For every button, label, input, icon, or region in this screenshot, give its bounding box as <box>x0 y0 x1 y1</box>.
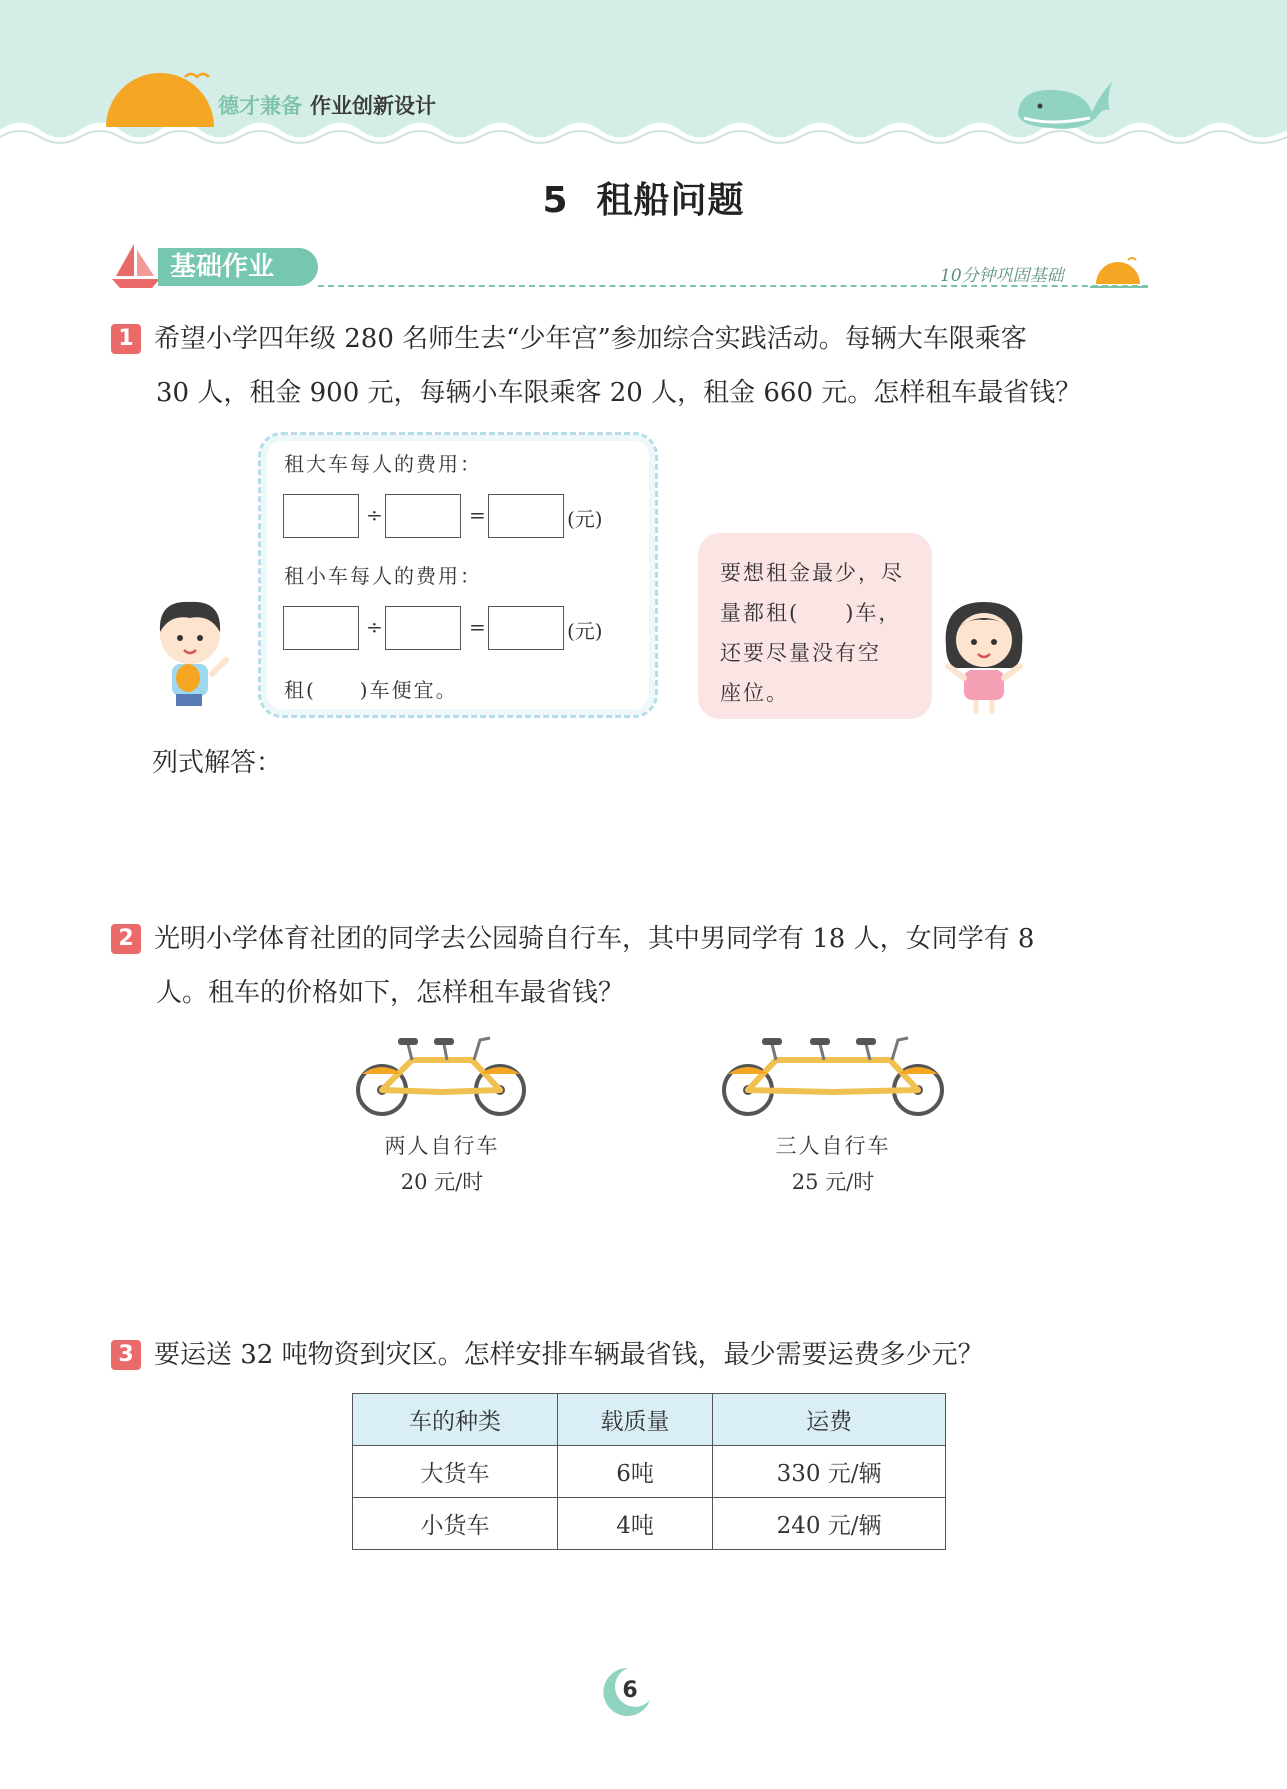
q2-line-2: 人。租车的价格如下，怎样租车最省钱？ <box>156 978 625 1008</box>
tandem-bike-icon <box>352 1030 528 1120</box>
lesson-number: 5 <box>542 180 569 221</box>
hint-line-1: 要想租金最少，尽 <box>720 561 904 585</box>
page-number: 6 <box>622 1678 638 1703</box>
whale-icon <box>1010 74 1120 134</box>
boy-illustration <box>148 594 234 714</box>
small-eq-sign: = <box>469 615 486 639</box>
small-div-sign: ÷ <box>366 615 383 639</box>
small-dividend-box[interactable] <box>283 606 359 650</box>
lesson-title <box>0 172 1287 223</box>
table-header: 载质量 <box>557 1394 712 1446</box>
table-cell: 330 元/辆 <box>713 1446 946 1498</box>
table-cell: 4吨 <box>557 1498 712 1550</box>
sunset-icon <box>1090 254 1150 294</box>
q1-answer-label: 列式解答： <box>152 748 283 778</box>
q2-line-1: 光明小学体育社团的同学去公园骑自行车，其中男同学有 18 人，女同学有 8 <box>154 924 1035 954</box>
lesson-name: 租船问题 <box>596 180 745 221</box>
small-divisor-box[interactable] <box>385 606 461 650</box>
freight-table <box>352 1393 946 1550</box>
big-cost-label: 租大车每人的费用： <box>284 452 482 476</box>
bike-price-1: 20 元/时 <box>400 1170 484 1194</box>
bike-price-2: 25 元/时 <box>791 1170 875 1194</box>
brand-primary: 德才兼备 <box>218 94 302 118</box>
hint-line-2: 量都租( )车， <box>720 601 902 625</box>
hint-bubble <box>698 533 932 719</box>
brand <box>218 90 436 120</box>
table-header-row <box>353 1394 946 1446</box>
big-div-sign: ÷ <box>366 503 383 527</box>
brand-secondary: 作业创新设计 <box>310 94 436 118</box>
triplet-bike-icon <box>718 1030 948 1120</box>
big-dividend-box[interactable] <box>283 494 359 538</box>
sailboat-icon <box>110 240 162 290</box>
question-number-2: 2 <box>111 924 141 954</box>
q1-line-1: 希望小学四年级 280 名师生去“少年宫”参加综合实践活动。每辆大车限乘客 <box>154 324 1027 354</box>
big-unit: (元) <box>567 507 603 531</box>
table-row <box>353 1498 946 1550</box>
big-eq-sign: = <box>469 503 486 527</box>
small-result-box[interactable] <box>488 606 564 650</box>
table-header: 车的种类 <box>353 1394 558 1446</box>
bike-name-1: 两人自行车 <box>384 1134 500 1158</box>
big-divisor-box[interactable] <box>385 494 461 538</box>
table-cell: 240 元/辆 <box>713 1498 946 1550</box>
question-number-3: 3 <box>111 1340 141 1370</box>
time-note: 10分钟巩固基础 <box>940 266 1064 286</box>
q3-text: 要运送 32 吨物资到灾区。怎样安排车辆最省钱，最少需要运费多少元？ <box>154 1340 984 1370</box>
section-tag: 基础作业 <box>158 248 318 286</box>
table-cell: 小货车 <box>353 1498 558 1550</box>
cheaper-conclusion[interactable]: 租( )车便宜。 <box>284 678 458 702</box>
girl-illustration <box>938 594 1030 718</box>
small-cost-label: 租小车每人的费用： <box>284 564 482 588</box>
small-unit: (元) <box>567 619 603 643</box>
question-number-1: 1 <box>111 324 141 354</box>
table-row <box>353 1446 946 1498</box>
q1-line-2: 30 人，租金 900 元，每辆小车限乘客 20 人，租金 660 元。怎样租车最省钱？ <box>156 378 1082 408</box>
hint-line-3: 还要尽量没有空 <box>720 641 881 665</box>
table-header: 运费 <box>713 1394 946 1446</box>
big-result-box[interactable] <box>488 494 564 538</box>
hint-line-4: 座位。 <box>720 681 789 705</box>
sun-icon <box>100 55 220 130</box>
table-cell: 6吨 <box>557 1446 712 1498</box>
table-cell: 大货车 <box>353 1446 558 1498</box>
bike-name-2: 三人自行车 <box>775 1134 891 1158</box>
